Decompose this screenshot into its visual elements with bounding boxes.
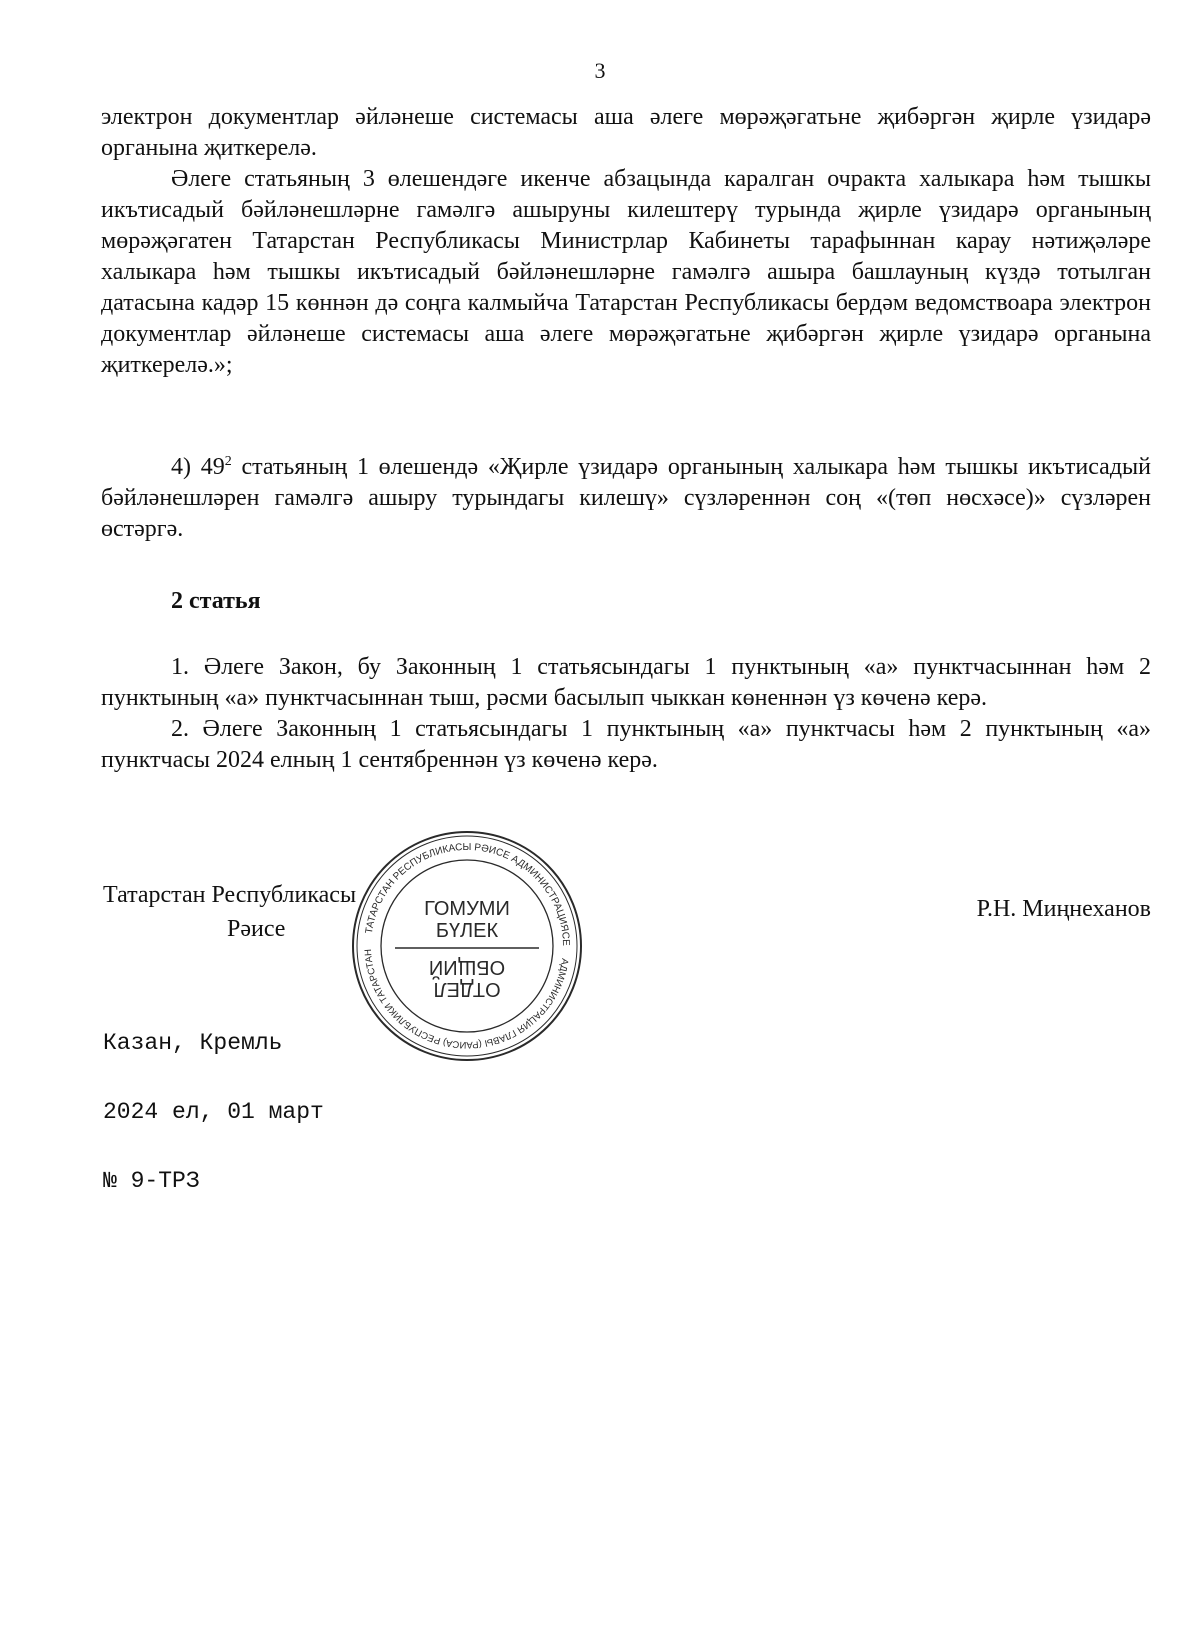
continued-paragraph [101, 102, 1151, 381]
stamp-center-line-2: БҮЛЕК [435, 920, 499, 942]
article-2-body [101, 652, 1151, 776]
place-date-block [103, 986, 324, 1216]
stamp-outer-ring-inner [357, 836, 577, 1056]
stamp-inverted-text [429, 956, 505, 1000]
stamp-ring-text-bottom: АДМИНИСТРАЦИЯ ГЛАВЫ (РАИСА) РЕСПУБЛИКИ ТАТАРСТАН [363, 948, 571, 1051]
law-number-line: № 9-ТРЗ [103, 1168, 200, 1194]
stamp-center-line-3: ОТДЕЛ [433, 978, 501, 1000]
stamp-center-line-4: ОБЩИЙ [428, 956, 506, 978]
paragraph-continuation: электрон документлар әйләнеше системасы аша әлеге мөрәҗәгатьне җибәргән җирле үзидарә органына җиткерелә. [101, 104, 1151, 161]
official-stamp [347, 826, 587, 1066]
article-2-item-1: 1. Әлеге Закон, бу Законның 1 статьясындагы 1 пунктының «а» пунктчасыннан һәм 2 пунктының «а» пунктчасыннан тыш, рәсми басылып чыккан көненнән үз көченә керә. [101, 654, 1151, 711]
article-2-item-2: 2. Әлеге Законның 1 статьясындагы 1 пунктының «а» пунктчасы һәм 2 пунктының «а» пунктчасы 2024 елның 1 сентябреннән үз көченә керә. [101, 716, 1151, 773]
date-line: 2024 ел, 01 март [103, 1099, 324, 1125]
stamp-inner-ring [381, 860, 553, 1032]
stamp-outer-ring [353, 832, 581, 1060]
stamp-ring-text-top: ТАТАРСТАН РЕСПУБЛИКАСЫ РӘИСЕ АДМИНИСТРАЦИЯСЕ [363, 841, 572, 947]
paragraph-item-4 [101, 452, 1151, 545]
paragraph-review-results: Әлеге статьяның 3 өлешендәге икенче абзацында каралган очракта халыкара һәм тышкы икътисадый бәйләнешләрне гамәлгә ашыруны килештерү турында җирле үзидарә органының мөрәҗәгатен Татарстан Республикасы Министрлар Кабинеты тарафыннан карау нәтиҗәләре халыкара һәм тышкы икътисадый бәйләнешләрне гамәлгә ашыра башлауның күздә тотылган датасына кадәр 15 көннән дә соңга калмыйча Татарстан Республикасы бердәм ведомствоара электрон документлар әйләнеше системасы аша әлеге мөрәҗәгатьне җибәргән җирле үзидарә органына җиткерелә.»; [101, 166, 1151, 378]
signatory-title-line-2: Рәисе [227, 916, 286, 942]
item-4-prefix: 4) 49 [171, 454, 225, 480]
article-2-heading: 2 статья [171, 588, 261, 614]
amendment-item-4 [101, 452, 1151, 545]
item-4-text: статьяның 1 өлешендә «Җирле үзидарә органының халыкара һәм тышкы икътисадый бәйләнешләрен гамәлгә ашыру турындагы килешү» сүзләреннән соң «(төп нөсхәсе)» сүзләрен өстәргә. [101, 454, 1151, 542]
signatory-name: Р.Н. Миңнеханов [976, 896, 1151, 922]
signatory-title-line-1: Татарстан Республикасы [103, 882, 357, 908]
stamp-center-line-1: ГОМУМИ [424, 898, 510, 920]
place-line: Казан, Кремль [103, 1030, 283, 1056]
signatory-title [103, 878, 356, 946]
page-number: 3 [594, 58, 606, 83]
article-superscript: 2 [224, 454, 232, 469]
